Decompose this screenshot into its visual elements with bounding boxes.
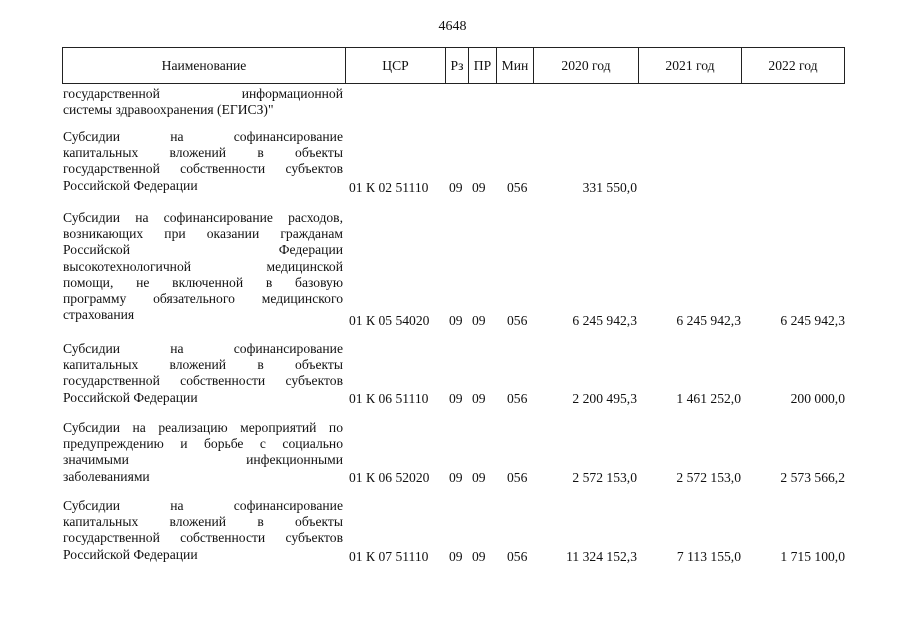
- row-2-2021: 6 245 942,3: [676, 313, 741, 328]
- name-line: страхования: [63, 307, 135, 323]
- name-line: государственной собственности субъектов: [63, 373, 343, 389]
- row-1-csr: 01 К 02 51110: [349, 180, 429, 195]
- row-5-2020: 11 324 152,3: [566, 549, 637, 564]
- row-4-2020: 2 572 153,0: [572, 470, 637, 485]
- row-2-pr: 09: [472, 313, 486, 328]
- name-line: Субсидии на софинансирование расходов,: [63, 210, 343, 225]
- row-4-2021: 2 572 153,0: [676, 470, 741, 485]
- row-5-min: 056: [507, 549, 528, 564]
- header-csr: ЦСР: [346, 47, 446, 84]
- name-line: капитальных вложений в объекты: [63, 357, 343, 373]
- row-3-name: [63, 341, 343, 406]
- name-line: программу обязательного медицинского: [63, 290, 343, 306]
- row-3-2021: 1 461 252,0: [676, 391, 741, 406]
- row-4-min: 056: [507, 470, 528, 485]
- name-line: предупреждению и борьбе с социально: [63, 436, 343, 452]
- name-line: капитальных вложений в объекты: [63, 514, 343, 530]
- row-3-csr: 01 К 06 51110: [349, 391, 429, 406]
- header-2022: 2022 год: [742, 47, 845, 84]
- row-3-pr: 09: [472, 391, 486, 406]
- header-min: Мин: [497, 47, 534, 84]
- row-4-name: [63, 420, 343, 485]
- name-line: государственной собственности субъектов: [63, 530, 343, 546]
- row-3-2022: 200 000,0: [790, 391, 845, 406]
- header-2020: 2020 год: [534, 47, 639, 84]
- name-line: Субсидии на софинансирование: [63, 341, 343, 356]
- name-line: Российской Федерации: [63, 177, 198, 193]
- name-line: Субсидии на реализацию мероприятий по: [63, 420, 343, 435]
- row-2-min: 056: [507, 313, 528, 328]
- row-4-rz: 09: [449, 470, 463, 485]
- row-2-2020: 6 245 942,3: [572, 313, 637, 328]
- row-2-name: [63, 210, 343, 323]
- row-5-csr: 01 К 07 51110: [349, 549, 429, 564]
- name-line: высокотехнологичной медицинской: [63, 258, 343, 274]
- row-4-pr: 09: [472, 470, 486, 485]
- row-5-pr: 09: [472, 549, 486, 564]
- row-1-name: [63, 129, 343, 194]
- header-pr: ПР: [469, 47, 497, 84]
- name-line: Субсидии на софинансирование: [63, 498, 343, 513]
- name-line: значимыми инфекционными: [63, 452, 343, 468]
- header-2021: 2021 год: [639, 47, 742, 84]
- row-3-rz: 09: [449, 391, 463, 406]
- row-4-csr: 01 К 06 52020: [349, 470, 430, 485]
- page-number: 4648: [438, 19, 467, 34]
- name-line: заболеваниями: [63, 468, 150, 484]
- row-5-rz: 09: [449, 549, 463, 564]
- header-rz: Рз: [446, 47, 469, 84]
- row-1-pr: 09: [472, 180, 486, 195]
- header-name: Наименование: [62, 47, 346, 84]
- name-line: государственной собственности субъектов: [63, 161, 343, 177]
- row-5-2021: 7 113 155,0: [676, 549, 741, 564]
- row-1-2020: 331 550,0: [582, 180, 637, 195]
- name-line: Российской Федерации: [63, 242, 343, 258]
- row-1-min: 056: [507, 180, 528, 195]
- name-line: возникающих при оказании гражданам: [63, 226, 343, 242]
- name-line: Субсидии на софинансирование: [63, 129, 343, 144]
- name-line: Российской Федерации: [63, 546, 198, 562]
- row-1-rz: 09: [449, 180, 463, 195]
- row-3-min: 056: [507, 391, 528, 406]
- row-2-2022: 6 245 942,3: [780, 313, 845, 328]
- row-5-2022: 1 715 100,0: [780, 549, 845, 564]
- row-5-name: [63, 498, 343, 563]
- row-4-2022: 2 573 566,2: [780, 470, 845, 485]
- row-3-2020: 2 200 495,3: [572, 391, 637, 406]
- name-line: системы здравоохранения (ЕГИСЗ)": [63, 102, 274, 118]
- name-line: государственной информационной: [63, 86, 343, 101]
- continuation-name: [63, 86, 343, 118]
- name-line: Российской Федерации: [63, 389, 198, 405]
- row-2-csr: 01 К 05 54020: [349, 313, 430, 328]
- name-line: помощи, не включенной в базовую: [63, 274, 343, 290]
- name-line: капитальных вложений в объекты: [63, 145, 343, 161]
- row-2-rz: 09: [449, 313, 463, 328]
